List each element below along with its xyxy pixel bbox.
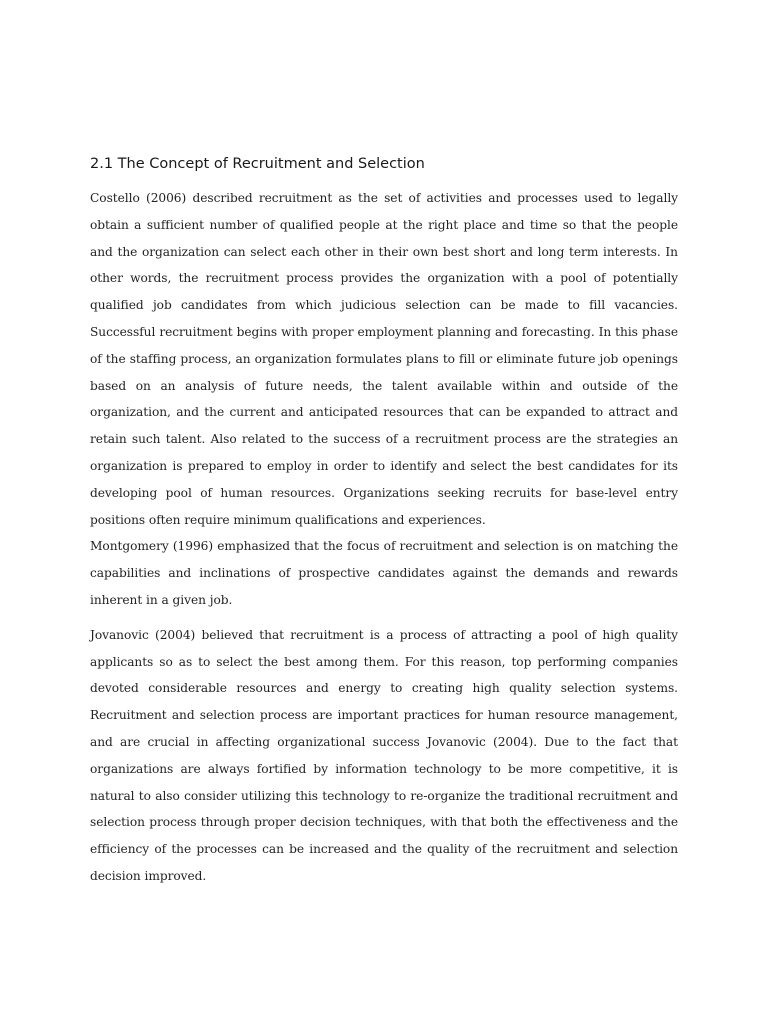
paragraph-jovanovic: Jovanovic (2004) believed that recruitment is a process of attracting a pool of high quality applicants so as to select the best among them. For this reason, top performing companies devoted considerable resources and energy to creating high quality selection systems. Recruitment and selection process are important practices for human resource management, and are crucial in affecting organizational success Jovanovic (2004). Due to the fact that organizations are always fortified by information technology to be more competitive, it is natural to also consider utilizing this technology to re-organize the traditional recruitment and selection process through proper decision techniques, with that both the effectiveness and the efficiency of the processes can be increased and the quality of the recruitment and selection decision improved. bbox=[90, 627, 678, 883]
section-heading: 2.1 The Concept of Recruitment and Selection bbox=[90, 156, 425, 172]
paragraph-montgomery: Montgomery (1996) emphasized that the focus of recruitment and selection is on matching the capabilities and inclinations of prospective candidates against the demands and rewards inherent in a given job. bbox=[90, 539, 678, 607]
document-body bbox=[90, 152, 678, 890]
paragraph-costello: Costello (2006) described recruitment as the set of activities and processes used to legally obtain a sufficient number of qualified people at the right place and time so that the people and the organization can select each other in their own best short and long term interests. In other words, the recruitment process provides the organization with a pool of potentially qualified job candidates from which judicious selection can be made to fill vacancies. Successful recruitment begins with proper employment planning and forecasting. In this phase of the staffing process, an organization formulates plans to fill or eliminate future job openings based on an analysis of future needs, the talent available within and outside of the organization, and the current and anticipated resources that can be expanded to attract and retain such talent. Also related to the success of a recruitment process are the strategies an organization is prepared to employ in order to identify and select the best candidates for its developing pool of human resources. Organizations seeking recruits for base-level entry positions often require minimum qualifications and experiences. bbox=[90, 191, 678, 527]
